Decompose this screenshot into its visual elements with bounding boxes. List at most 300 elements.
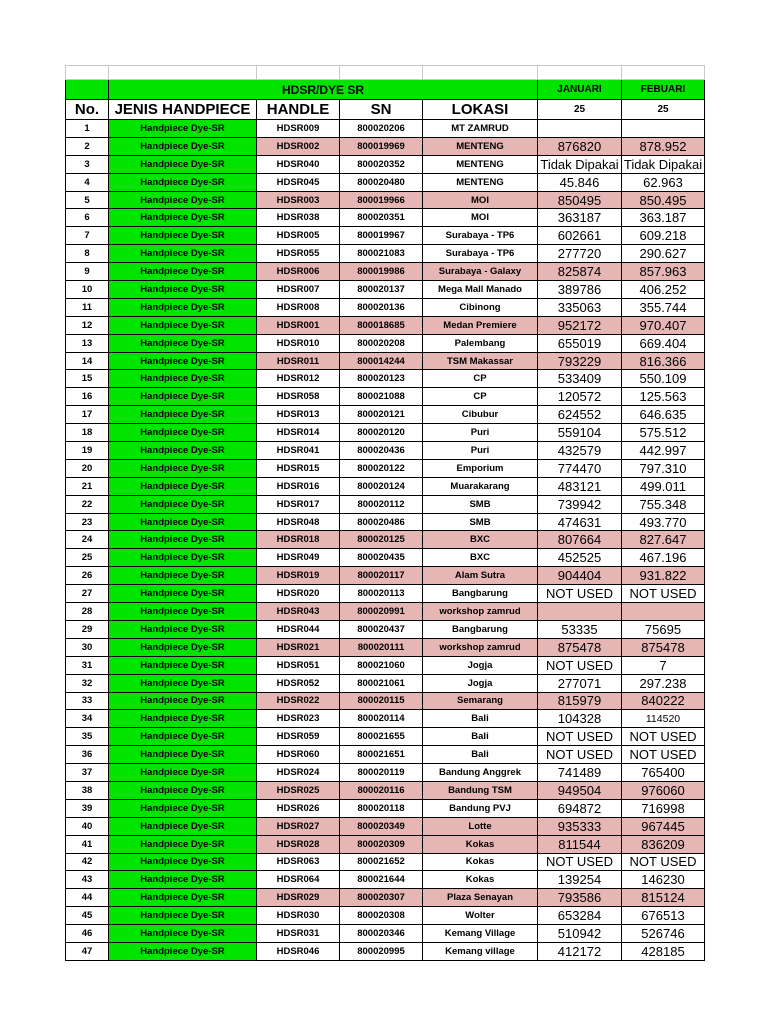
cell-jenis[interactable]: Handpiece Dye-SR bbox=[109, 263, 257, 281]
cell-lokasi[interactable]: Muarakarang bbox=[423, 477, 538, 495]
cell-lokasi[interactable]: Bali bbox=[423, 746, 538, 764]
column-header-lokasi[interactable]: LOKASI bbox=[423, 100, 538, 120]
cell-lokasi[interactable]: Emporium bbox=[423, 459, 538, 477]
cell-lokasi[interactable]: Bandung TSM bbox=[423, 781, 538, 799]
cell-lokasi[interactable]: TSM Makassar bbox=[423, 352, 538, 370]
cell-januari[interactable]: 741489 bbox=[538, 764, 622, 782]
cell-handle[interactable]: HDSR008 bbox=[257, 298, 340, 316]
cell-sn[interactable]: 800020111 bbox=[340, 638, 423, 656]
cell-no[interactable]: 33 bbox=[66, 692, 109, 710]
cell-sn[interactable]: 800021652 bbox=[340, 853, 423, 871]
cell-no[interactable]: 15 bbox=[66, 370, 109, 388]
month-header-january[interactable]: JANUARI bbox=[538, 80, 622, 100]
cell-no[interactable]: 40 bbox=[66, 817, 109, 835]
cell-no[interactable]: 29 bbox=[66, 620, 109, 638]
cell-jenis[interactable]: Handpiece Dye-SR bbox=[109, 209, 257, 227]
cell-januari[interactable]: 850495 bbox=[538, 191, 622, 209]
cell-lokasi[interactable]: Bandung PVJ bbox=[423, 799, 538, 817]
cell-jenis[interactable]: Handpiece Dye-SR bbox=[109, 585, 257, 603]
cell-no[interactable]: 36 bbox=[66, 746, 109, 764]
cell-febuari[interactable]: 840222 bbox=[622, 692, 705, 710]
cell-febuari[interactable]: 970.407 bbox=[622, 316, 705, 334]
cell-febuari[interactable]: 815124 bbox=[622, 889, 705, 907]
cell-januari[interactable]: 952172 bbox=[538, 316, 622, 334]
cell-sn[interactable]: 800020119 bbox=[340, 764, 423, 782]
cell-jenis[interactable]: Handpiece Dye-SR bbox=[109, 656, 257, 674]
cell-no[interactable]: 25 bbox=[66, 549, 109, 567]
cell-lokasi[interactable]: MENTENG bbox=[423, 137, 538, 155]
cell-lokasi[interactable]: Cibubur bbox=[423, 406, 538, 424]
cell-lokasi[interactable]: Plaza Senayan bbox=[423, 889, 538, 907]
column-header-handle[interactable]: HANDLE bbox=[257, 100, 340, 120]
cell-lokasi[interactable]: Cibinong bbox=[423, 298, 538, 316]
cell-jenis[interactable]: Handpiece Dye-SR bbox=[109, 352, 257, 370]
cell-handle[interactable]: HDSR027 bbox=[257, 817, 340, 835]
cell-sn[interactable]: 800020125 bbox=[340, 531, 423, 549]
cell-febuari[interactable]: 442.997 bbox=[622, 442, 705, 460]
cell-jenis[interactable]: Handpiece Dye-SR bbox=[109, 692, 257, 710]
cell-no[interactable]: 24 bbox=[66, 531, 109, 549]
cell-handle[interactable]: HDSR048 bbox=[257, 513, 340, 531]
cell-jenis[interactable]: Handpiece Dye-SR bbox=[109, 746, 257, 764]
cell-sn[interactable]: 800014244 bbox=[340, 352, 423, 370]
cell-sn[interactable]: 800019969 bbox=[340, 137, 423, 155]
cell-handle[interactable]: HDSR013 bbox=[257, 406, 340, 424]
cell-handle[interactable]: HDSR024 bbox=[257, 764, 340, 782]
cell-lokasi[interactable]: Mega Mall Manado bbox=[423, 281, 538, 299]
cell-no[interactable]: 30 bbox=[66, 638, 109, 656]
cell-jenis[interactable]: Handpiece Dye-SR bbox=[109, 227, 257, 245]
cell-lokasi[interactable]: Kokas bbox=[423, 835, 538, 853]
cell-sn[interactable]: 800020437 bbox=[340, 620, 423, 638]
cell-no[interactable]: 17 bbox=[66, 406, 109, 424]
cell-febuari[interactable]: 676513 bbox=[622, 907, 705, 925]
cell-lokasi[interactable]: CP bbox=[423, 370, 538, 388]
cell-febuari[interactable]: NOT USED bbox=[622, 746, 705, 764]
cell-januari[interactable]: NOT USED bbox=[538, 728, 622, 746]
cell-handle[interactable]: HDSR011 bbox=[257, 352, 340, 370]
cell-febuari[interactable] bbox=[622, 120, 705, 138]
cell-febuari[interactable]: 755.348 bbox=[622, 495, 705, 513]
cell-sn[interactable]: 800020436 bbox=[340, 442, 423, 460]
cell-januari[interactable]: 935333 bbox=[538, 817, 622, 835]
group-title[interactable]: HDSR/DYE SR bbox=[109, 80, 538, 100]
cell-sn[interactable]: 800020114 bbox=[340, 710, 423, 728]
cell-sn[interactable]: 800020991 bbox=[340, 603, 423, 621]
cell-januari[interactable]: 739942 bbox=[538, 495, 622, 513]
cell-febuari[interactable]: 575.512 bbox=[622, 424, 705, 442]
cell-handle[interactable]: HDSR038 bbox=[257, 209, 340, 227]
cell-sn[interactable]: 800020121 bbox=[340, 406, 423, 424]
cell-januari[interactable]: 811544 bbox=[538, 835, 622, 853]
cell-febuari[interactable]: 428185 bbox=[622, 942, 705, 960]
cell-lokasi[interactable]: Kokas bbox=[423, 871, 538, 889]
cell-sn[interactable]: 800020349 bbox=[340, 817, 423, 835]
cell-sn[interactable]: 800020117 bbox=[340, 567, 423, 585]
day-header-january[interactable]: 25 bbox=[538, 100, 622, 120]
cell-no[interactable]: 12 bbox=[66, 316, 109, 334]
cell-handle[interactable]: HDSR017 bbox=[257, 495, 340, 513]
cell-sn[interactable]: 800020309 bbox=[340, 835, 423, 853]
cell-handle[interactable]: HDSR015 bbox=[257, 459, 340, 477]
cell-lokasi[interactable]: Lotte bbox=[423, 817, 538, 835]
cell-handle[interactable]: HDSR012 bbox=[257, 370, 340, 388]
cell[interactable] bbox=[257, 66, 340, 80]
cell-sn[interactable]: 800020118 bbox=[340, 799, 423, 817]
cell-lokasi[interactable]: Kemang Village bbox=[423, 925, 538, 943]
cell-jenis[interactable]: Handpiece Dye-SR bbox=[109, 925, 257, 943]
cell-sn[interactable]: 800020112 bbox=[340, 495, 423, 513]
cell-febuari[interactable]: 467.196 bbox=[622, 549, 705, 567]
cell-no[interactable]: 19 bbox=[66, 442, 109, 460]
cell-lokasi[interactable]: workshop zamrud bbox=[423, 638, 538, 656]
cell-no[interactable]: 18 bbox=[66, 424, 109, 442]
cell-januari[interactable]: 774470 bbox=[538, 459, 622, 477]
cell-jenis[interactable]: Handpiece Dye-SR bbox=[109, 620, 257, 638]
cell-febuari[interactable]: 850.495 bbox=[622, 191, 705, 209]
cell-febuari[interactable]: 816.366 bbox=[622, 352, 705, 370]
cell-sn[interactable]: 800020124 bbox=[340, 477, 423, 495]
cell-lokasi[interactable]: MENTENG bbox=[423, 173, 538, 191]
cell-febuari[interactable]: 646.635 bbox=[622, 406, 705, 424]
cell-no[interactable]: 3 bbox=[66, 155, 109, 173]
cell-jenis[interactable]: Handpiece Dye-SR bbox=[109, 907, 257, 925]
cell-jenis[interactable]: Handpiece Dye-SR bbox=[109, 942, 257, 960]
cell-handle[interactable]: HDSR051 bbox=[257, 656, 340, 674]
cell-jenis[interactable]: Handpiece Dye-SR bbox=[109, 388, 257, 406]
cell-januari[interactable]: 653284 bbox=[538, 907, 622, 925]
cell-januari[interactable]: 949504 bbox=[538, 781, 622, 799]
cell-febuari[interactable]: 526746 bbox=[622, 925, 705, 943]
cell-lokasi[interactable]: Puri bbox=[423, 442, 538, 460]
cell[interactable] bbox=[66, 66, 109, 80]
cell-januari[interactable]: 533409 bbox=[538, 370, 622, 388]
cell-jenis[interactable]: Handpiece Dye-SR bbox=[109, 638, 257, 656]
cell-sn[interactable]: 800020435 bbox=[340, 549, 423, 567]
cell-febuari[interactable]: NOT USED bbox=[622, 853, 705, 871]
cell-no[interactable]: 46 bbox=[66, 925, 109, 943]
cell-handle[interactable]: HDSR028 bbox=[257, 835, 340, 853]
cell-lokasi[interactable]: Alam Sutra bbox=[423, 567, 538, 585]
cell-no[interactable]: 32 bbox=[66, 674, 109, 692]
cell-handle[interactable]: HDSR001 bbox=[257, 316, 340, 334]
cell-sn[interactable]: 800021088 bbox=[340, 388, 423, 406]
cell-lokasi[interactable]: Wolter bbox=[423, 907, 538, 925]
cell-febuari[interactable]: 290.627 bbox=[622, 245, 705, 263]
cell-no[interactable]: 34 bbox=[66, 710, 109, 728]
cell-lokasi[interactable]: MT ZAMRUD bbox=[423, 120, 538, 138]
cell-januari[interactable]: 559104 bbox=[538, 424, 622, 442]
cell-no[interactable]: 4 bbox=[66, 173, 109, 191]
cell-handle[interactable]: HDSR040 bbox=[257, 155, 340, 173]
cell-jenis[interactable]: Handpiece Dye-SR bbox=[109, 477, 257, 495]
cell-sn[interactable]: 800020120 bbox=[340, 424, 423, 442]
cell[interactable] bbox=[622, 66, 705, 80]
cell-handle[interactable]: HDSR003 bbox=[257, 191, 340, 209]
cell-lokasi[interactable]: Surabaya - TP6 bbox=[423, 245, 538, 263]
cell-januari[interactable]: 655019 bbox=[538, 334, 622, 352]
cell-handle[interactable]: HDSR005 bbox=[257, 227, 340, 245]
cell-handle[interactable]: HDSR043 bbox=[257, 603, 340, 621]
cell-handle[interactable]: HDSR059 bbox=[257, 728, 340, 746]
cell-januari[interactable]: 412172 bbox=[538, 942, 622, 960]
cell-sn[interactable]: 800020351 bbox=[340, 209, 423, 227]
cell-lokasi[interactable]: Bandung Anggrek bbox=[423, 764, 538, 782]
cell-lokasi[interactable]: Jogja bbox=[423, 656, 538, 674]
cell-januari[interactable]: NOT USED bbox=[538, 746, 622, 764]
cell-no[interactable]: 26 bbox=[66, 567, 109, 585]
cell-handle[interactable]: HDSR045 bbox=[257, 173, 340, 191]
cell-febuari[interactable]: 967445 bbox=[622, 817, 705, 835]
cell-febuari[interactable] bbox=[622, 603, 705, 621]
cell-januari[interactable]: 120572 bbox=[538, 388, 622, 406]
cell[interactable] bbox=[66, 80, 109, 100]
cell-handle[interactable]: HDSR064 bbox=[257, 871, 340, 889]
cell-no[interactable]: 21 bbox=[66, 477, 109, 495]
cell-sn[interactable]: 800020116 bbox=[340, 781, 423, 799]
cell-no[interactable]: 16 bbox=[66, 388, 109, 406]
cell-lokasi[interactable]: BXC bbox=[423, 549, 538, 567]
cell-sn[interactable]: 800020136 bbox=[340, 298, 423, 316]
cell-no[interactable]: 43 bbox=[66, 871, 109, 889]
cell-januari[interactable]: 483121 bbox=[538, 477, 622, 495]
cell-febuari[interactable]: 493.770 bbox=[622, 513, 705, 531]
cell-jenis[interactable]: Handpiece Dye-SR bbox=[109, 406, 257, 424]
cell-febuari[interactable]: 499.011 bbox=[622, 477, 705, 495]
cell-jenis[interactable]: Handpiece Dye-SR bbox=[109, 817, 257, 835]
cell-sn[interactable]: 800020352 bbox=[340, 155, 423, 173]
cell-no[interactable]: 23 bbox=[66, 513, 109, 531]
cell-no[interactable]: 13 bbox=[66, 334, 109, 352]
cell-sn[interactable]: 800020308 bbox=[340, 907, 423, 925]
cell-sn[interactable]: 800019966 bbox=[340, 191, 423, 209]
cell-januari[interactable]: 474631 bbox=[538, 513, 622, 531]
cell-januari[interactable]: 53335 bbox=[538, 620, 622, 638]
cell-no[interactable]: 42 bbox=[66, 853, 109, 871]
cell-handle[interactable]: HDSR022 bbox=[257, 692, 340, 710]
cell-febuari[interactable]: 976060 bbox=[622, 781, 705, 799]
cell-jenis[interactable]: Handpiece Dye-SR bbox=[109, 853, 257, 871]
cell-febuari[interactable]: 669.404 bbox=[622, 334, 705, 352]
day-header-february[interactable]: 25 bbox=[622, 100, 705, 120]
cell-sn[interactable]: 800020480 bbox=[340, 173, 423, 191]
cell-sn[interactable]: 800018685 bbox=[340, 316, 423, 334]
cell-lokasi[interactable]: Puri bbox=[423, 424, 538, 442]
cell-sn[interactable]: 800020208 bbox=[340, 334, 423, 352]
cell-sn[interactable]: 800020346 bbox=[340, 925, 423, 943]
cell-handle[interactable]: HDSR041 bbox=[257, 442, 340, 460]
cell-handle[interactable]: HDSR046 bbox=[257, 942, 340, 960]
cell-handle[interactable]: HDSR055 bbox=[257, 245, 340, 263]
cell-januari[interactable]: 389786 bbox=[538, 281, 622, 299]
cell-jenis[interactable]: Handpiece Dye-SR bbox=[109, 245, 257, 263]
cell-jenis[interactable]: Handpiece Dye-SR bbox=[109, 495, 257, 513]
cell-januari[interactable]: 335063 bbox=[538, 298, 622, 316]
cell-febuari[interactable]: 765400 bbox=[622, 764, 705, 782]
cell-no[interactable]: 7 bbox=[66, 227, 109, 245]
cell-lokasi[interactable]: CP bbox=[423, 388, 538, 406]
cell-januari[interactable]: 876820 bbox=[538, 137, 622, 155]
cell-januari[interactable]: Tidak Dipakai bbox=[538, 155, 622, 173]
cell-febuari[interactable]: NOT USED bbox=[622, 728, 705, 746]
cell-jenis[interactable]: Handpiece Dye-SR bbox=[109, 442, 257, 460]
cell-handle[interactable]: HDSR019 bbox=[257, 567, 340, 585]
cell-sn[interactable]: 800021060 bbox=[340, 656, 423, 674]
month-header-february[interactable]: FEBUARI bbox=[622, 80, 705, 100]
cell-sn[interactable]: 800020307 bbox=[340, 889, 423, 907]
cell-febuari[interactable]: NOT USED bbox=[622, 585, 705, 603]
column-header-jenis[interactable]: JENIS HANDPIECE bbox=[109, 100, 257, 120]
cell-lokasi[interactable]: BXC bbox=[423, 531, 538, 549]
cell-jenis[interactable]: Handpiece Dye-SR bbox=[109, 728, 257, 746]
cell-lokasi[interactable]: Palembang bbox=[423, 334, 538, 352]
column-header-sn[interactable]: SN bbox=[340, 100, 423, 120]
cell-jenis[interactable]: Handpiece Dye-SR bbox=[109, 567, 257, 585]
cell-jenis[interactable]: Handpiece Dye-SR bbox=[109, 513, 257, 531]
cell-handle[interactable]: HDSR016 bbox=[257, 477, 340, 495]
cell-januari[interactable]: 602661 bbox=[538, 227, 622, 245]
cell-febuari[interactable]: 406.252 bbox=[622, 281, 705, 299]
cell-sn[interactable]: 800021083 bbox=[340, 245, 423, 263]
cell-januari[interactable]: 452525 bbox=[538, 549, 622, 567]
cell-no[interactable]: 28 bbox=[66, 603, 109, 621]
cell-jenis[interactable]: Handpiece Dye-SR bbox=[109, 281, 257, 299]
cell-jenis[interactable]: Handpiece Dye-SR bbox=[109, 764, 257, 782]
cell-no[interactable]: 45 bbox=[66, 907, 109, 925]
cell-handle[interactable]: HDSR063 bbox=[257, 853, 340, 871]
cell-handle[interactable]: HDSR049 bbox=[257, 549, 340, 567]
cell-lokasi[interactable]: SMB bbox=[423, 495, 538, 513]
cell-jenis[interactable]: Handpiece Dye-SR bbox=[109, 799, 257, 817]
cell-no[interactable]: 6 bbox=[66, 209, 109, 227]
cell-januari[interactable]: 277720 bbox=[538, 245, 622, 263]
cell-febuari[interactable]: 7 bbox=[622, 656, 705, 674]
cell-januari[interactable]: NOT USED bbox=[538, 853, 622, 871]
cell-no[interactable]: 20 bbox=[66, 459, 109, 477]
cell-januari[interactable]: 45.846 bbox=[538, 173, 622, 191]
cell-jenis[interactable]: Handpiece Dye-SR bbox=[109, 781, 257, 799]
cell-jenis[interactable]: Handpiece Dye-SR bbox=[109, 603, 257, 621]
cell-lokasi[interactable]: Bangbarung bbox=[423, 585, 538, 603]
cell-no[interactable]: 35 bbox=[66, 728, 109, 746]
cell-jenis[interactable]: Handpiece Dye-SR bbox=[109, 191, 257, 209]
cell-no[interactable]: 8 bbox=[66, 245, 109, 263]
cell-no[interactable]: 41 bbox=[66, 835, 109, 853]
cell-no[interactable]: 5 bbox=[66, 191, 109, 209]
cell-no[interactable]: 47 bbox=[66, 942, 109, 960]
cell-handle[interactable]: HDSR023 bbox=[257, 710, 340, 728]
cell-handle[interactable]: HDSR009 bbox=[257, 120, 340, 138]
cell-januari[interactable]: 807664 bbox=[538, 531, 622, 549]
cell-sn[interactable]: 800020115 bbox=[340, 692, 423, 710]
cell-sn[interactable]: 800021644 bbox=[340, 871, 423, 889]
cell-febuari[interactable]: 827.647 bbox=[622, 531, 705, 549]
cell[interactable] bbox=[423, 66, 538, 80]
cell-jenis[interactable]: Handpiece Dye-SR bbox=[109, 424, 257, 442]
cell-no[interactable]: 38 bbox=[66, 781, 109, 799]
cell[interactable] bbox=[340, 66, 423, 80]
cell-febuari[interactable]: 297.238 bbox=[622, 674, 705, 692]
cell-no[interactable]: 31 bbox=[66, 656, 109, 674]
cell-jenis[interactable]: Handpiece Dye-SR bbox=[109, 531, 257, 549]
cell-lokasi[interactable]: Kokas bbox=[423, 853, 538, 871]
cell-handle[interactable]: HDSR018 bbox=[257, 531, 340, 549]
cell-febuari[interactable]: 878.952 bbox=[622, 137, 705, 155]
cell-januari[interactable]: 793586 bbox=[538, 889, 622, 907]
cell-sn[interactable]: 800019967 bbox=[340, 227, 423, 245]
cell-jenis[interactable]: Handpiece Dye-SR bbox=[109, 316, 257, 334]
cell-sn[interactable]: 800020113 bbox=[340, 585, 423, 603]
cell-handle[interactable]: HDSR052 bbox=[257, 674, 340, 692]
cell-febuari[interactable]: 836209 bbox=[622, 835, 705, 853]
cell-jenis[interactable]: Handpiece Dye-SR bbox=[109, 155, 257, 173]
cell-januari[interactable]: 875478 bbox=[538, 638, 622, 656]
cell-febuari[interactable]: 875478 bbox=[622, 638, 705, 656]
cell-no[interactable]: 22 bbox=[66, 495, 109, 513]
cell-lokasi[interactable]: MOI bbox=[423, 209, 538, 227]
cell[interactable] bbox=[109, 66, 257, 80]
cell-handle[interactable]: HDSR031 bbox=[257, 925, 340, 943]
cell-januari[interactable]: 904404 bbox=[538, 567, 622, 585]
cell-jenis[interactable]: Handpiece Dye-SR bbox=[109, 137, 257, 155]
cell-jenis[interactable]: Handpiece Dye-SR bbox=[109, 120, 257, 138]
cell-sn[interactable]: 800020486 bbox=[340, 513, 423, 531]
cell-handle[interactable]: HDSR025 bbox=[257, 781, 340, 799]
cell-no[interactable]: 11 bbox=[66, 298, 109, 316]
cell-handle[interactable]: HDSR007 bbox=[257, 281, 340, 299]
cell-sn[interactable]: 800021655 bbox=[340, 728, 423, 746]
cell-no[interactable]: 44 bbox=[66, 889, 109, 907]
cell-handle[interactable]: HDSR002 bbox=[257, 137, 340, 155]
cell-febuari[interactable]: 146230 bbox=[622, 871, 705, 889]
cell-febuari[interactable]: 857.963 bbox=[622, 263, 705, 281]
column-header-no[interactable]: No. bbox=[66, 100, 109, 120]
cell-no[interactable]: 27 bbox=[66, 585, 109, 603]
cell-januari[interactable]: 624552 bbox=[538, 406, 622, 424]
cell-no[interactable]: 39 bbox=[66, 799, 109, 817]
cell-lokasi[interactable]: Jogja bbox=[423, 674, 538, 692]
cell-januari[interactable]: 793229 bbox=[538, 352, 622, 370]
cell-no[interactable]: 14 bbox=[66, 352, 109, 370]
cell-januari[interactable]: 825874 bbox=[538, 263, 622, 281]
cell-sn[interactable]: 800020122 bbox=[340, 459, 423, 477]
cell-januari[interactable]: NOT USED bbox=[538, 585, 622, 603]
cell-januari[interactable]: NOT USED bbox=[538, 656, 622, 674]
cell-handle[interactable]: HDSR014 bbox=[257, 424, 340, 442]
cell-jenis[interactable]: Handpiece Dye-SR bbox=[109, 549, 257, 567]
cell-jenis[interactable]: Handpiece Dye-SR bbox=[109, 674, 257, 692]
cell-handle[interactable]: HDSR044 bbox=[257, 620, 340, 638]
cell-jenis[interactable]: Handpiece Dye-SR bbox=[109, 710, 257, 728]
cell-jenis[interactable]: Handpiece Dye-SR bbox=[109, 173, 257, 191]
cell-handle[interactable]: HDSR006 bbox=[257, 263, 340, 281]
cell-januari[interactable]: 510942 bbox=[538, 925, 622, 943]
cell-febuari[interactable]: Tidak Dipakai bbox=[622, 155, 705, 173]
cell-januari[interactable] bbox=[538, 120, 622, 138]
cell-handle[interactable]: HDSR058 bbox=[257, 388, 340, 406]
cell-lokasi[interactable]: Bali bbox=[423, 710, 538, 728]
cell-jenis[interactable]: Handpiece Dye-SR bbox=[109, 298, 257, 316]
cell-febuari[interactable]: 62.963 bbox=[622, 173, 705, 191]
cell-handle[interactable]: HDSR060 bbox=[257, 746, 340, 764]
cell-febuari[interactable]: 355.744 bbox=[622, 298, 705, 316]
cell-handle[interactable]: HDSR026 bbox=[257, 799, 340, 817]
cell-sn[interactable]: 800020137 bbox=[340, 281, 423, 299]
cell-jenis[interactable]: Handpiece Dye-SR bbox=[109, 889, 257, 907]
cell-no[interactable]: 10 bbox=[66, 281, 109, 299]
cell-lokasi[interactable]: workshop zamrud bbox=[423, 603, 538, 621]
cell-jenis[interactable]: Handpiece Dye-SR bbox=[109, 835, 257, 853]
